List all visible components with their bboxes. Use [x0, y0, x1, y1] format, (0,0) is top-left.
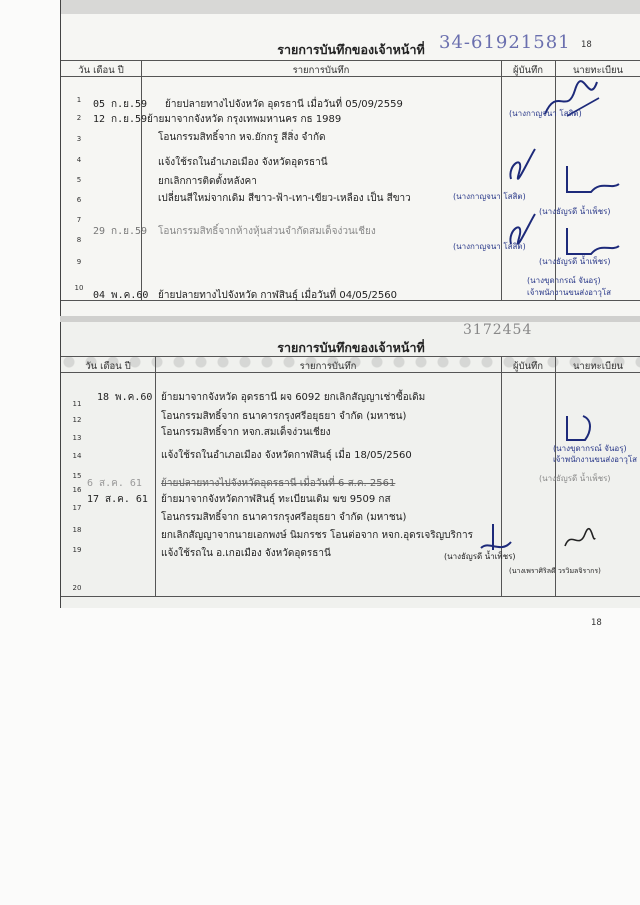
entry-date: 29 ก.ย.59 — [93, 226, 148, 237]
column-registrar: นายทะเบียน — [572, 361, 624, 372]
entry-text: ย้ายมาจากจังหวัดกาฬสินธุ์ ทะเบียนเดิม ฆข 9509 กส — [161, 494, 391, 505]
signature — [561, 160, 621, 200]
entry-date: 04 พ.ค.60 — [93, 290, 149, 301]
column-date: วัน เดือน ปี — [78, 65, 124, 76]
column-recorder: ผู้บันทึก — [512, 361, 544, 372]
signature — [559, 410, 599, 446]
column-record: รายการบันทึก — [292, 65, 350, 76]
entry-text: โอนกรรมสิทธิ์จาก ธนาคารกรุงศรีอยุธยา จำกัด (มหาชน) — [161, 512, 407, 523]
page-number: 18 — [581, 40, 592, 50]
serial-number: 3172454 — [463, 322, 533, 338]
row-number: 5 — [76, 176, 82, 184]
row-number: 16 — [72, 486, 82, 494]
entry-text: แจ้งใช้รถใน อ.เกอเมือง จังหวัดอุดรธานี — [161, 548, 331, 559]
column-record: รายการบันทึก — [299, 361, 357, 372]
row-number: 18 — [72, 526, 82, 534]
registrar-name: (นางธัญรดี น้ำเพ็ชร) — [539, 257, 611, 266]
row-number: 15 — [72, 472, 82, 480]
row-number: 6 — [76, 196, 82, 204]
entry-text: เปลี่ยนสีใหม่จากเดิม สีขาว-ฟ้า-เทา-เขียว-เหลือง เป็น สีขาว — [158, 193, 411, 204]
registrar-name: (นางเพราศิริลดี วรวิมลจิรากร) — [509, 567, 601, 575]
recorder-name: (นางธัญรดี น้ำเพ็ชร) — [444, 552, 516, 561]
registrar-name: (นางธัญรดี น้ำเพ็ชร) — [539, 207, 611, 216]
signature — [561, 526, 597, 554]
registrar-name: (นางขุดากรณ์ จันอรุ) — [527, 276, 601, 285]
recorder-name: (นางกาญจนา โสสิต) — [509, 109, 582, 118]
page-title: รายการบันทึกของเจ้าหน้าที่ — [277, 42, 425, 57]
entry-text: แจ้งใช้รถในอำเภอเมือง จังหวัดกาฬสินธุ์ เมื่อ 18/05/2560 — [161, 450, 412, 461]
column-date: วัน เดือน ปี — [85, 361, 131, 372]
entry-text: โอนกรรมสิทธิ์จากห้างหุ้นส่วนจำกัดสมเด็จง่วนเชียง — [158, 226, 376, 237]
entry-text: ยกเลิกการติดตั้งหลังคา — [158, 176, 257, 187]
scan-edge — [61, 0, 640, 14]
entry-date: 17 ส.ค. 61 — [87, 494, 148, 505]
row-number: 11 — [72, 400, 82, 408]
row-number: 8 — [76, 236, 82, 244]
row-number: 17 — [72, 504, 82, 512]
registrar-title: เจ้าพนักงานขนส่งอาวุโส — [527, 288, 612, 297]
row-number: 3 — [76, 135, 82, 143]
row-number: 1 — [76, 96, 82, 104]
row-number: 2 — [76, 114, 82, 122]
entry-text: ย้ายปลายทางไปจังหวัดอุดรธานี เมื่อวันที่ 6 ส.ค. 2561 — [161, 478, 396, 489]
entry-text: โอนกรรมสิทธิ์จาก ธนาคารกรุงศรีอยุธยา จำกัด (มหาชน) — [161, 411, 407, 422]
row-number: 13 — [72, 434, 82, 442]
registrar-name: (นางธัญรดี น้ำเพ็ชร) — [539, 474, 611, 483]
page-title: รายการบันทึกของเจ้าหน้าที่ — [277, 340, 425, 355]
entry-text: ย้ายปลายทางไปจังหวัด กาฬสินธุ์ เมื่อวันที่ 04/05/2560 — [158, 290, 397, 301]
entry-text: ย้ายปลายทางไปจังหวัด อุดรธานี เมื่อวันที่ 05/09/2559 — [165, 99, 403, 110]
row-number: 4 — [76, 156, 82, 164]
entry-text: โอนกรรมสิทธิ์จาก หจก.สมเด็จง่วนเชียง — [161, 427, 331, 438]
column-registrar: นายทะเบียน — [572, 65, 624, 76]
entry-date: 6 ส.ค. 61 — [87, 478, 142, 489]
entry-text: ย้ายมาจากจังหวัด กรุงเทพมหานคร กธ 1989 — [147, 114, 342, 125]
entry-date: 12 ก.ย.59 — [93, 114, 148, 125]
row-number: 20 — [72, 584, 82, 592]
serial-number: 34-61921581 — [439, 32, 571, 53]
recorder-name: (นางกาญจนา โสสิต) — [453, 192, 526, 201]
row-number: 12 — [72, 416, 82, 424]
row-number: 9 — [76, 258, 82, 266]
entry-date: 05 ก.ย.59 — [93, 99, 148, 110]
footer-page-number: 18 — [591, 618, 602, 628]
row-number: 19 — [72, 546, 82, 554]
entry-text: ยกเลิกสัญญาจากนายเอกพงษ์ นิมกรชร โอนต่อจาก หจก.อุดรเจริญบริการ — [161, 530, 473, 541]
row-number: 14 — [72, 452, 82, 460]
record-page-1 — [60, 0, 640, 316]
record-page-2 — [60, 322, 640, 628]
entry-text: แจ้งใช้รถในอำเภอเมือง จังหวัดอุดรธานี — [158, 157, 328, 168]
column-recorder: ผู้บันทึก — [512, 65, 544, 76]
registrar-title: เจ้าพนักงานขนส่งอาวุโส — [553, 455, 638, 464]
registrar-name: (นางขุดากรณ์ จันอรุ) — [553, 444, 627, 453]
entry-date: 18 พ.ค.60 — [97, 392, 153, 403]
row-number: 7 — [76, 216, 82, 224]
entry-text: ย้ายมาจากจังหวัด อุดรธานี ผจ 6092 ยกเลิกสัญญาเช่าซื้อเดิม — [161, 392, 426, 403]
row-number: 10 — [74, 284, 84, 292]
entry-text: โอนกรรมสิทธิ์จาก หจ.ยักกรู สีสิ่ง จำกัด — [158, 132, 326, 143]
recorder-name: (นางกาญจนา โสสิต) — [453, 242, 526, 251]
signature — [501, 145, 541, 185]
